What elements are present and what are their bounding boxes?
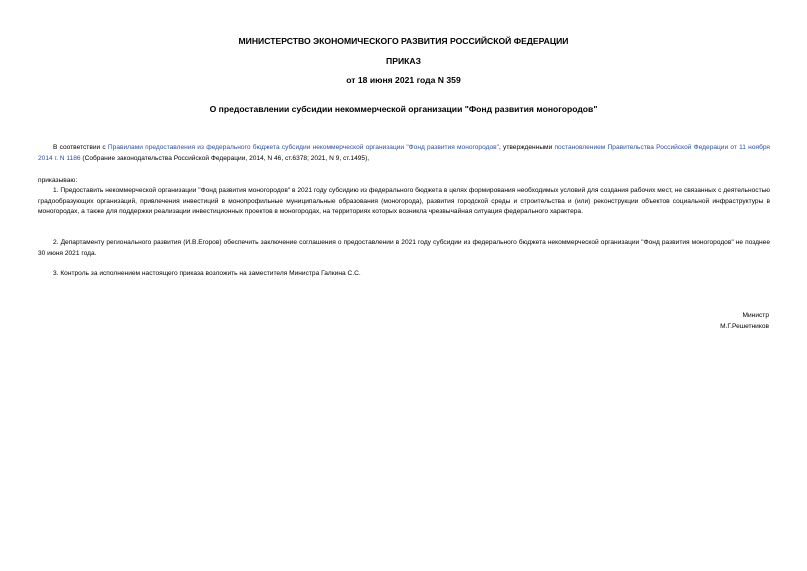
- document-title: О предоставлении субсидии некоммерческой организации "Фонд развития моногородов": [209, 104, 598, 114]
- decree-link[interactable]: постановлением Правительства Российской Федерации от 11 ноября 2014 г. N 1186: [38, 144, 771, 162]
- order-word: приказываю:: [38, 177, 78, 184]
- signer-position: Министр: [742, 312, 769, 319]
- document-date-number: от 18 июня 2021 года N 359: [346, 75, 461, 85]
- order-item-3: 3. Контроль за исполнением настоящего приказа возложить на заместителя Министра Галкина С.С.: [53, 270, 361, 277]
- intro-text-3: (Собрание законодательства Российской Федерации, 2014, N 46, ст.6378; 2021, N 9, ст.1495),: [80, 154, 370, 162]
- order-item-1: 1. Предоставить некоммерческой организации "Фонд развития моногородов" в 2021 году субсидию из федерального бюджета в целях формирования необходимых условий для создания рабочих мест, не связанных с деятельностью градообразующих организаций, привлечения инвестиций в монопрофильные муниципальные образования (моногорода), развития городской среды и строительства и (или) реконструкции объектов социальной инфраструктуры в моногородах, а также для поддержки реализации инвестиционных проектов в моногородах, на территориях которых возникла чрезвычайная ситуация федерального характера.: [38, 187, 770, 216]
- ministry-name: МИНИСТЕРСТВО ЭКОНОМИЧЕСКОГО РАЗВИТИЯ РОССИЙСКОЙ ФЕДЕРАЦИИ: [238, 36, 569, 46]
- intro-paragraph: [38, 143, 770, 164]
- signer-name: М.Г.Решетников: [720, 323, 769, 330]
- rules-link[interactable]: Правилами предоставления из федерального бюджета субсидии некоммерческой организации "Фонд развития моногородов": [107, 144, 499, 151]
- order-item-2: 2. Департаменту регионального развития (И.В.Егоров) обеспечить заключение соглашения о предоставлении в 2021 году субсидии из федерального бюджета некоммерческой организации "Фонд развития моногородов" не позднее 30 июня 2021 года.: [38, 239, 770, 257]
- intro-text-1: В соответствии с: [53, 144, 108, 151]
- intro-text-2: , утвержденными: [498, 144, 555, 151]
- document-type: ПРИКАЗ: [386, 56, 421, 66]
